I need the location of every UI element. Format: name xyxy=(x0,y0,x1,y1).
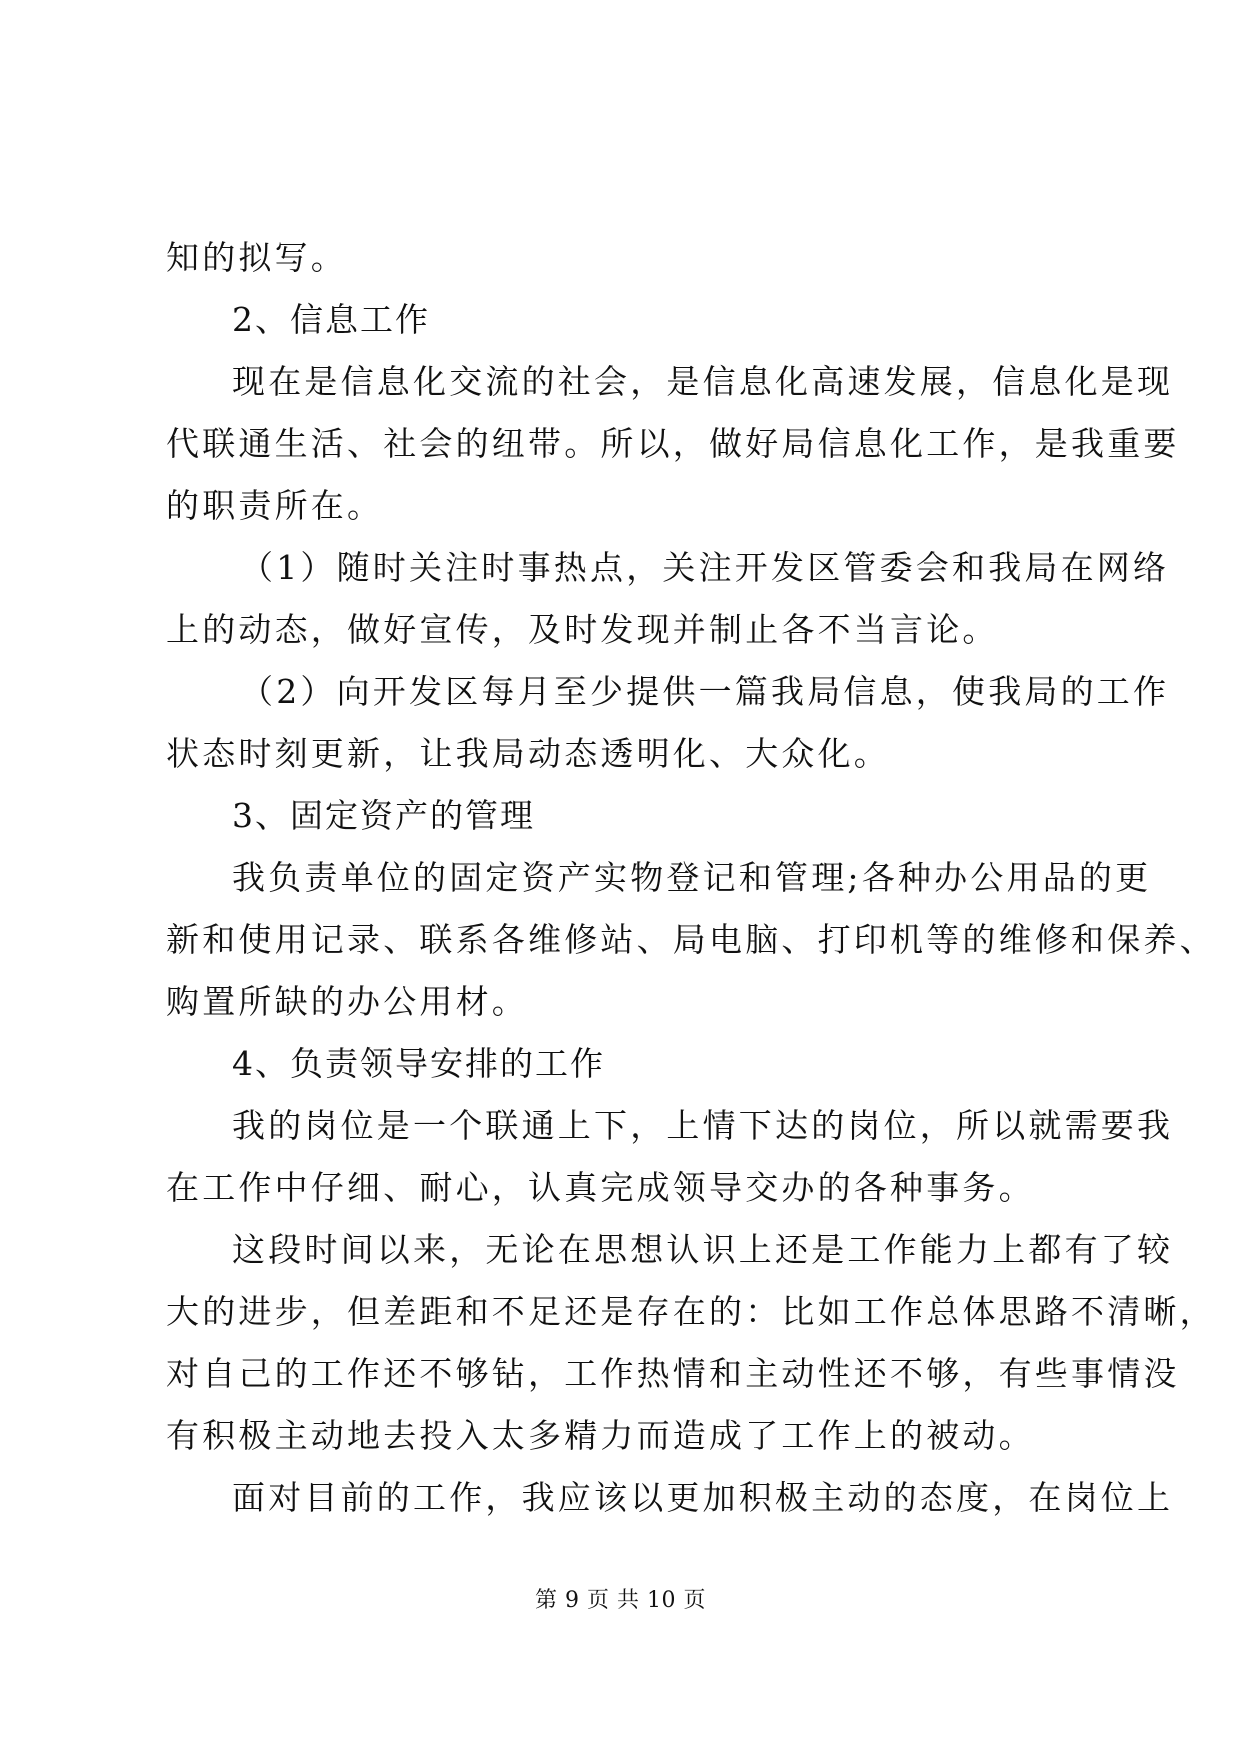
section-heading: 3、固定资产的管理 xyxy=(232,796,535,835)
text-line: 在工作中仔细、耐心，认真完成领导交办的各种事务。 xyxy=(166,1168,1035,1207)
text-line: 新和使用记录、联系各维修站、局电脑、打印机等的维修和保养、 xyxy=(166,920,1216,959)
text-line: 现在是信息化交流的社会，是信息化高速发展，信息化是现 xyxy=(232,362,1174,401)
text-line: 对自己的工作还不够钻，工作热情和主动性还不够，有些事情没 xyxy=(166,1354,1180,1393)
text-line: 大的进步，但差距和不足还是存在的：比如工作总体思路不清晰， xyxy=(166,1292,1216,1331)
text-line: 状态时刻更新，让我局动态透明化、大众化。 xyxy=(166,734,890,773)
text-line: 上的动态，做好宣传，及时发现并制止各不当言论。 xyxy=(166,610,999,649)
text-line: 我的岗位是一个联通上下，上情下达的岗位，所以就需要我 xyxy=(232,1106,1174,1145)
text-line: 购置所缺的办公用材。 xyxy=(166,982,528,1021)
text-line: 我负责单位的固定资产实物登记和管理;各种办公用品的更 xyxy=(232,858,1152,897)
section-heading: 4、负责领导安排的工作 xyxy=(232,1044,605,1083)
text-line: 这段时间以来，无论在思想认识上还是工作能力上都有了较 xyxy=(232,1230,1174,1269)
text-line: 的职责所在。 xyxy=(166,486,384,525)
text-line: 面对目前的工作，我应该以更加积极主动的态度，在岗位上 xyxy=(232,1478,1174,1517)
text-line: 代联通生活、社会的纽带。所以，做好局信息化工作，是我重要 xyxy=(166,424,1180,463)
page-footer: 第 9 页 共 10 页 xyxy=(535,1588,706,1613)
list-item-text: （1）随时关注时事热点，关注开发区管委会和我局在网络 xyxy=(240,548,1170,587)
text-line: 知的拟写。 xyxy=(166,238,347,277)
text-line: 有积极主动地去投入太多精力而造成了工作上的被动。 xyxy=(166,1416,1035,1455)
list-item-text: （2）向开发区每月至少提供一篇我局信息，使我局的工作 xyxy=(240,672,1170,711)
section-heading: 2、信息工作 xyxy=(232,300,430,339)
